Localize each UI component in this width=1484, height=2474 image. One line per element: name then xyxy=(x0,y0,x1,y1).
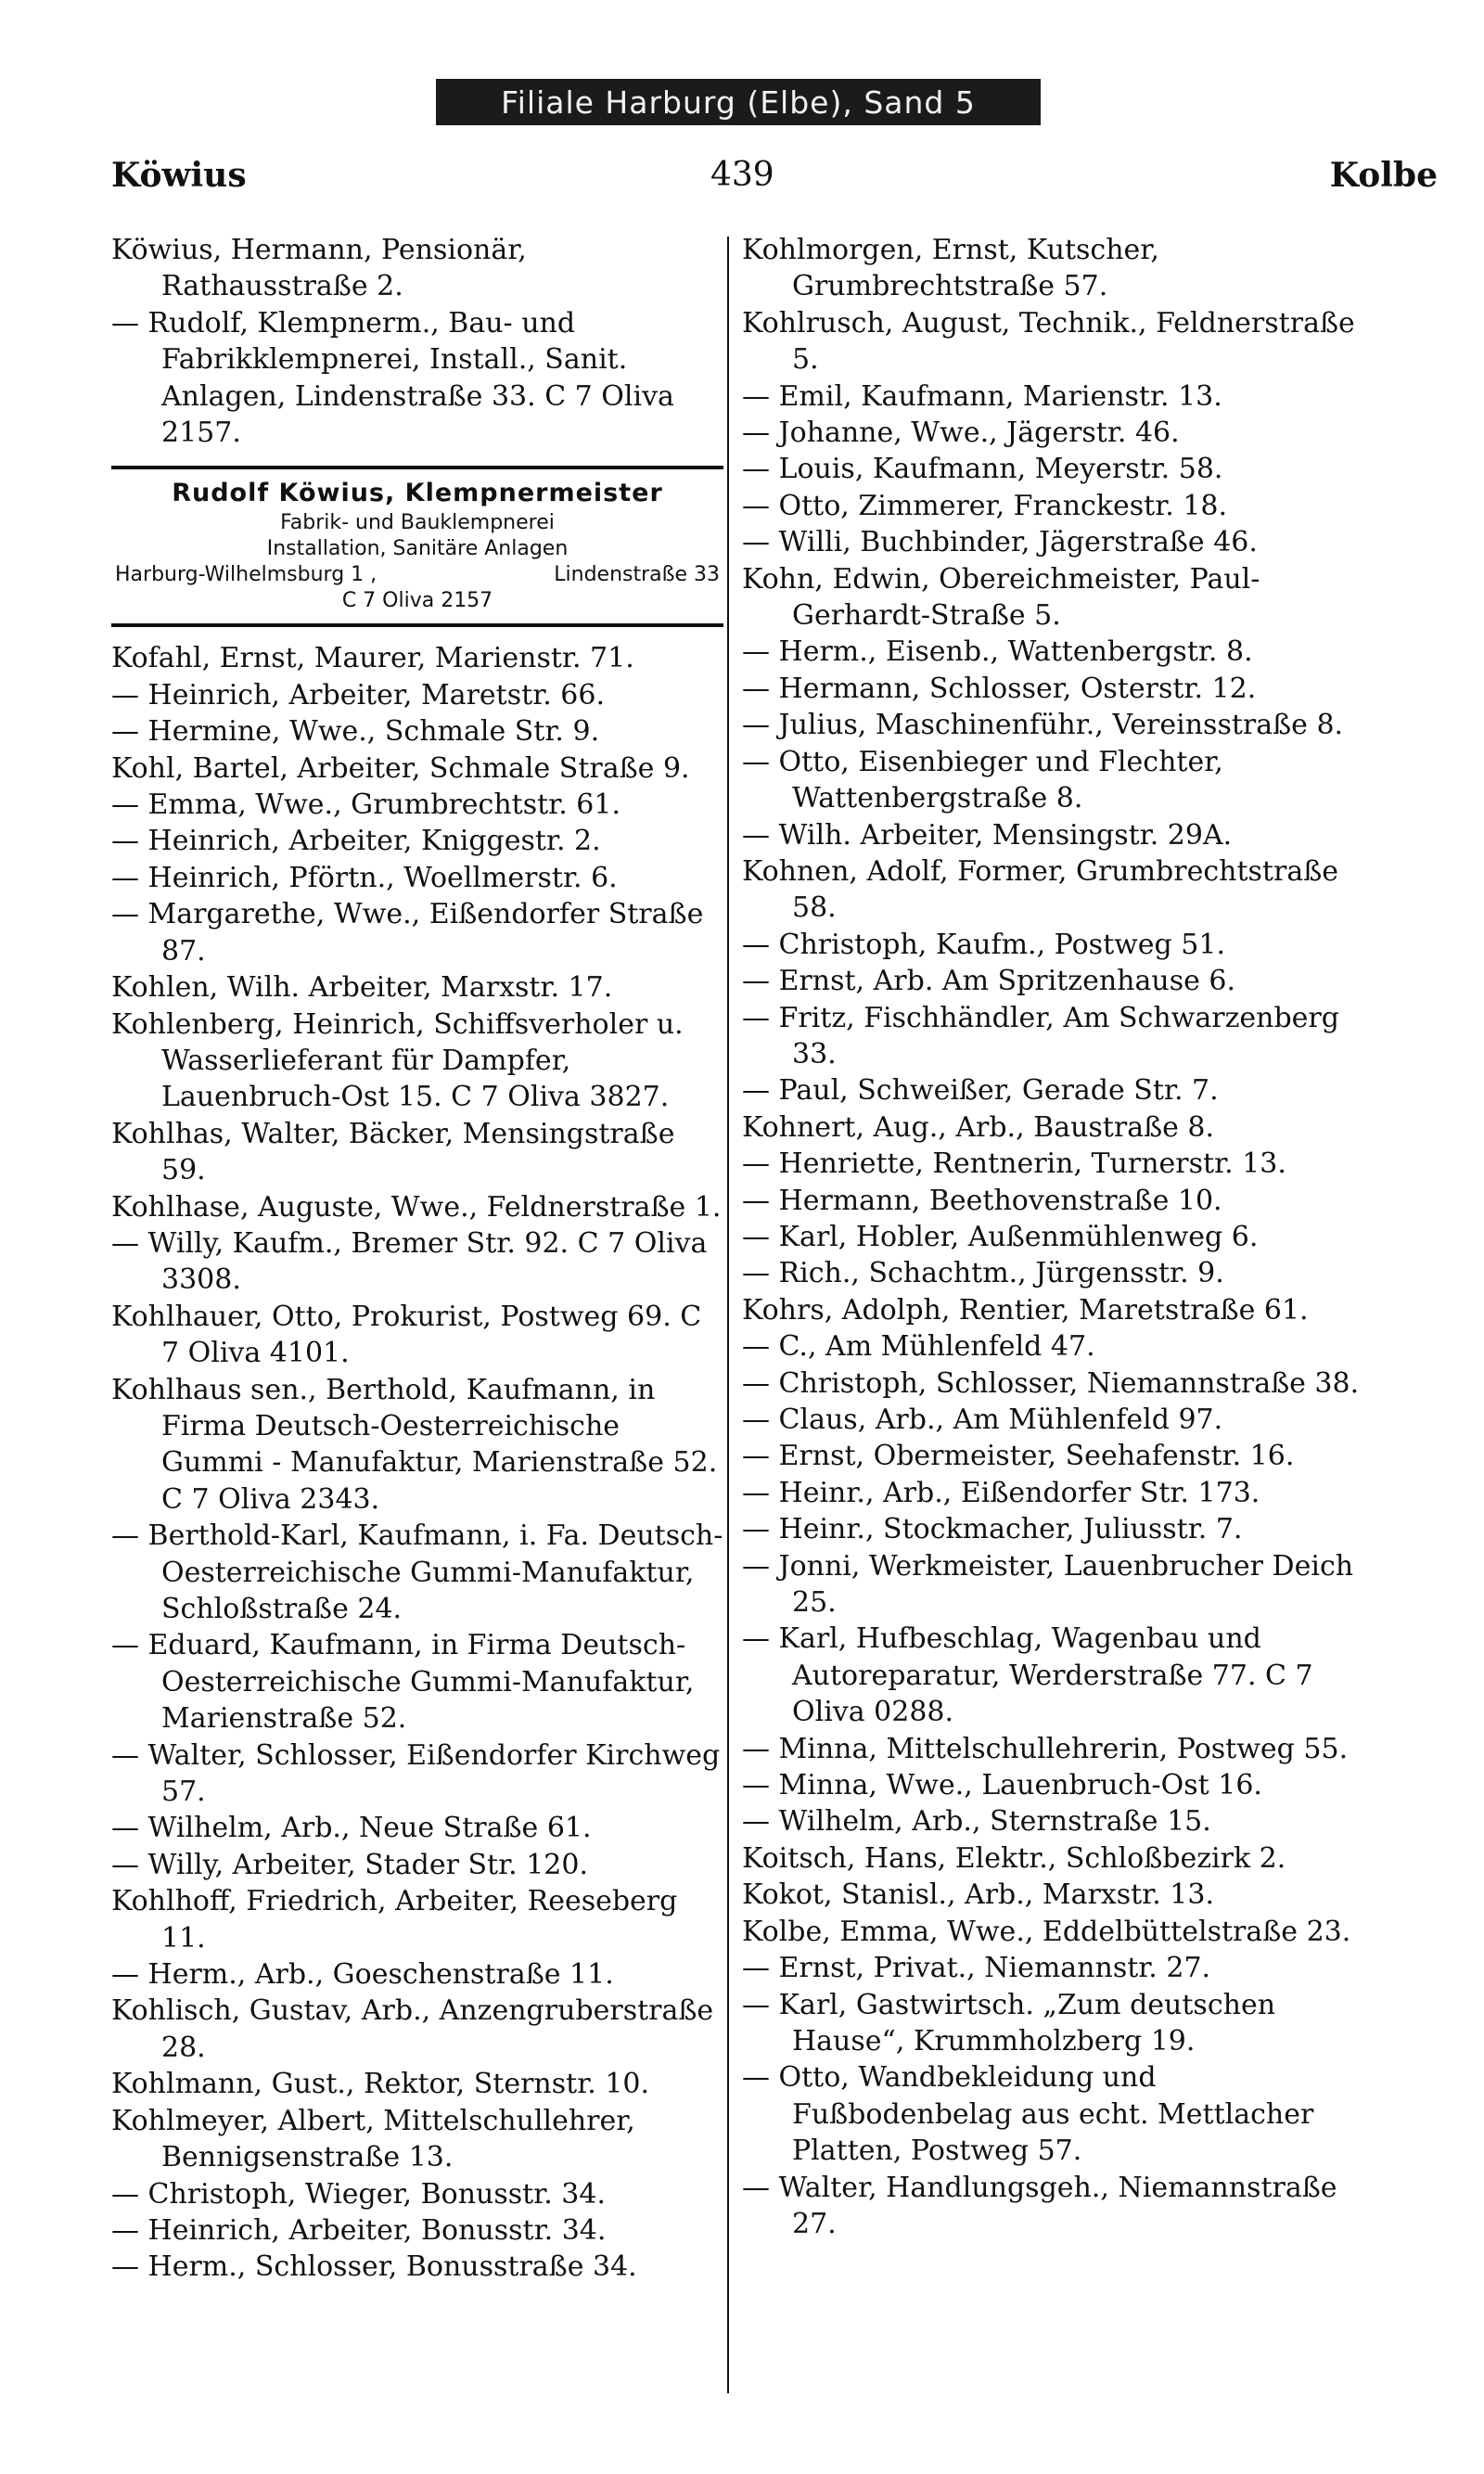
directory-entry: — Karl, Hufbeschlag, Wagenbau und Autoreparatur, Werderstraße 77. C 7 Oliva 0288. xyxy=(742,1622,1313,1729)
ad-line-1: Fabrik- und Bauklempnerei xyxy=(280,511,555,535)
directory-entry: Kokot, Stanisl., Arb., Marxstr. 13. xyxy=(742,1878,1215,1912)
directory-entry: — Berthold-Karl, Kaufmann, i. Fa. Deutsch-Oesterreichische Gummi-Manufaktur, Schloßstraße 24. xyxy=(111,1519,723,1625)
directory-entry: — Christoph, Wieger, Bonusstr. 34. xyxy=(111,2177,607,2211)
directory-entry: — Herm., Eisenb., Wattenbergstr. 8. xyxy=(742,635,1253,669)
ad-title: Rudolf Köwius, Klempnermeister xyxy=(172,479,663,508)
directory-entry: Kohlmann, Gust., Rektor, Sternstr. 10. xyxy=(111,2068,650,2101)
ad-address-left: Harburg-Wilhelmsburg 1 , xyxy=(115,563,377,587)
directory-entry: — Wilh. Arbeiter, Mensingstr. 29A. xyxy=(742,818,1233,852)
page-number: 439 xyxy=(710,156,774,194)
directory-entry: — Otto, Wandbekleidung und Fußbodenbelag aus echt. Mettlacher Platten, Postweg 57. xyxy=(742,2061,1314,2168)
directory-entry: — Heinrich, Arbeiter, Maretstr. 66. xyxy=(111,678,606,711)
directory-entry: — Karl, Hobler, Außenmühlenweg 6. xyxy=(742,1220,1259,1253)
directory-entry: — C., Am Mühlenfeld 47. xyxy=(742,1330,1095,1364)
directory-entry: — Minna, Wwe., Lauenbruch-Ost 16. xyxy=(742,1769,1262,1802)
directory-entry: — Herm., Arb., Goeschenstraße 11. xyxy=(111,1958,614,1992)
directory-entry: — Christoph, Kaufm., Postweg 51. xyxy=(742,928,1226,961)
advertisement xyxy=(111,466,723,627)
directory-entry: — Rich., Schachtm., Jürgensstr. 9. xyxy=(742,1257,1224,1290)
directory-entry: — Christoph, Schlosser, Niemannstraße 38. xyxy=(742,1366,1360,1400)
directory-entry: — Rudolf, Klempnerm., Bau- und Fabrikklempnerei, Install., Sanit. Anlagen, Lindenstraße 33. C 7 Oliva 2157. xyxy=(111,306,674,450)
directory-entry: — Karl, Gastwirtsch. „Zum deutschen Hause“, Krummholzberg 19. xyxy=(742,1988,1276,2057)
directory-entry: Kohnen, Adolf, Former, Grumbrechtstraße 58. xyxy=(742,854,1339,925)
directory-entry: Köwius, Hermann, Pensionär, Rathausstraße 2. xyxy=(111,234,527,303)
directory-entry: — Heinrich, Pförtn., Woellmerstr. 6. xyxy=(111,861,618,894)
directory-entry: — Willi, Buchbinder, Jägerstraße 46. xyxy=(742,526,1258,559)
directory-entry: — Fritz, Fischhändler, Am Schwarzenberg 33. xyxy=(742,1001,1339,1070)
directory-entry: Kofahl, Ernst, Maurer, Marienstr. 71. xyxy=(111,642,634,675)
directory-entry: Kohlmorgen, Ernst, Kutscher, Grumbrechtstraße 57. xyxy=(742,234,1159,303)
directory-entry: Kohlmeyer, Albert, Mittelschullehrer, Bennigsenstraße 13. xyxy=(111,2104,635,2174)
directory-entry: Kohlrusch, August, Technik., Feldnerstraße 5. xyxy=(742,306,1355,377)
directory-entry: Kohlhaus sen., Berthold, Kaufmann, in Firma Deutsch-Oesterreichische Gummi - Manufaktur, Marienstraße 52. C 7 Oliva 2343. xyxy=(111,1373,718,1516)
directory-entry: Kohrs, Adolph, Rentier, Maretstraße 61. xyxy=(742,1293,1309,1327)
directory-entry: Kohlhoff, Friedrich, Arbeiter, Reeseberg 11. xyxy=(111,1885,678,1955)
right-entries xyxy=(742,232,1360,2242)
directory-entry: — Walter, Handlungsgeh., Niemannstraße 27. xyxy=(742,2171,1337,2240)
column-divider xyxy=(727,237,729,2393)
header-right-keyword: Kolbe xyxy=(1329,156,1438,195)
directory-entry: Kohnert, Aug., Arb., Baustraße 8. xyxy=(742,1110,1215,1144)
directory-entry: — Johanne, Wwe., Jägerstr. 46. xyxy=(742,417,1180,450)
directory-entry: — Willy, Kaufm., Bremer Str. 92. C 7 Oliva 3308. xyxy=(111,1226,708,1297)
directory-entry: — Otto, Eisenbieger und Flechter, Wattenbergstraße 8. xyxy=(742,745,1223,815)
directory-entry: Kohlhauer, Otto, Prokurist, Postweg 69. C 7 Oliva 4101. xyxy=(111,1300,702,1370)
ad-address-right: Lindenstraße 33 xyxy=(554,563,720,587)
directory-entry: Kohlenberg, Heinrich, Schiffsverholer u. Wasserlieferant für Dampfer, Lauenbruch-Ost 15. C 7 Oliva 3827. xyxy=(111,1007,684,1114)
directory-entry: Kohlisch, Gustav, Arb., Anzengruberstraße 28. xyxy=(111,1994,714,2064)
left-column xyxy=(111,232,723,2286)
left-entries-before-ad xyxy=(111,232,723,451)
directory-entry: — Hermann, Schlosser, Osterstr. 12. xyxy=(742,672,1257,705)
directory-entry: Kohlen, Wilh. Arbeiter, Marxstr. 17. xyxy=(111,971,613,1005)
directory-entry: — Emma, Wwe., Grumbrechtstr. 61. xyxy=(111,788,620,822)
directory-entry: — Paul, Schweißer, Gerade Str. 7. xyxy=(742,1074,1219,1108)
directory-entry: Kohlhas, Walter, Bäcker, Mensingstraße 59. xyxy=(111,1117,675,1187)
ad-address xyxy=(111,562,723,588)
directory-entry: — Claus, Arb., Am Mühlenfeld 97. xyxy=(742,1404,1223,1436)
left-entries-after-ad xyxy=(111,640,723,2285)
directory-entry: — Otto, Zimmerer, Franckestr. 18. xyxy=(742,489,1228,522)
directory-entry: — Jonni, Werkmeister, Lauenbrucher Deich 25. xyxy=(742,1549,1354,1620)
directory-entry: — Heinr., Arb., Eißendorfer Str. 173. xyxy=(742,1476,1260,1509)
directory-entry: — Heinrich, Arbeiter, Bonusstr. 34. xyxy=(111,2213,607,2247)
directory-entry: — Ernst, Obermeister, Seehafenstr. 16. xyxy=(742,1440,1295,1473)
branch-banner: Filiale Harburg (Elbe), Sand 5 xyxy=(436,79,1041,125)
directory-entry: — Henriette, Rentnerin, Turnerstr. 13. xyxy=(742,1147,1286,1181)
right-column xyxy=(742,232,1360,2242)
directory-entry: — Louis, Kaufmann, Meyerstr. 58. xyxy=(742,453,1223,486)
directory-entry: — Minna, Mittelschullehrerin, Postweg 55. xyxy=(742,1732,1349,1765)
directory-entry: — Ernst, Arb. Am Spritzenhause 6. xyxy=(742,965,1236,998)
directory-entry: — Ernst, Privat., Niemannstr. 27. xyxy=(742,1952,1211,1985)
ad-line-2: Installation, Sanitäre Anlagen xyxy=(266,537,569,561)
directory-entry: — Wilhelm, Arb., Sternstraße 15. xyxy=(742,1805,1211,1839)
directory-entry: Koitsch, Hans, Elektr., Schloßbezirk 2. xyxy=(742,1841,1286,1875)
directory-entry: — Hermann, Beethovenstraße 10. xyxy=(742,1184,1222,1217)
directory-entry: — Margarethe, Wwe., Eißendorfer Straße 87. xyxy=(111,898,704,968)
directory-entry: — Julius, Maschinenführ., Vereinsstraße 8. xyxy=(742,709,1344,742)
directory-entry: — Eduard, Kaufmann, in Firma Deutsch-Oesterreichische Gummi-Manufaktur, Marienstraße 52. xyxy=(111,1629,695,1736)
directory-entry: — Heinr., Stockmacher, Juliusstr. 7. xyxy=(742,1513,1243,1546)
directory-entry: Kolbe, Emma, Wwe., Eddelbüttelstraße 23. xyxy=(742,1915,1351,1948)
directory-entry: — Willy, Arbeiter, Stader Str. 120. xyxy=(111,1848,588,1881)
directory-entry: — Hermine, Wwe., Schmale Str. 9. xyxy=(111,715,600,749)
directory-entry: Kohl, Bartel, Arbeiter, Schmale Straße 9. xyxy=(111,751,690,785)
directory-entry: — Heinrich, Arbeiter, Kniggestr. 2. xyxy=(111,825,601,858)
directory-entry: — Wilhelm, Arb., Neue Straße 61. xyxy=(111,1812,592,1845)
directory-entry: Kohn, Edwin, Obereichmeister, Paul-Gerhardt-Straße 5. xyxy=(742,562,1260,633)
directory-entry: — Walter, Schlosser, Eißendorfer Kirchweg 57. xyxy=(111,1738,721,1809)
header-left-keyword: Köwius xyxy=(111,156,247,195)
directory-entry: — Herm., Schlosser, Bonusstraße 34. xyxy=(111,2250,637,2284)
directory-entry: — Emil, Kaufmann, Marienstr. 13. xyxy=(742,379,1222,413)
directory-entry: Kohlhase, Auguste, Wwe., Feldnerstraße 1. xyxy=(111,1190,722,1224)
ad-phone: C 7 Oliva 2157 xyxy=(341,589,493,613)
